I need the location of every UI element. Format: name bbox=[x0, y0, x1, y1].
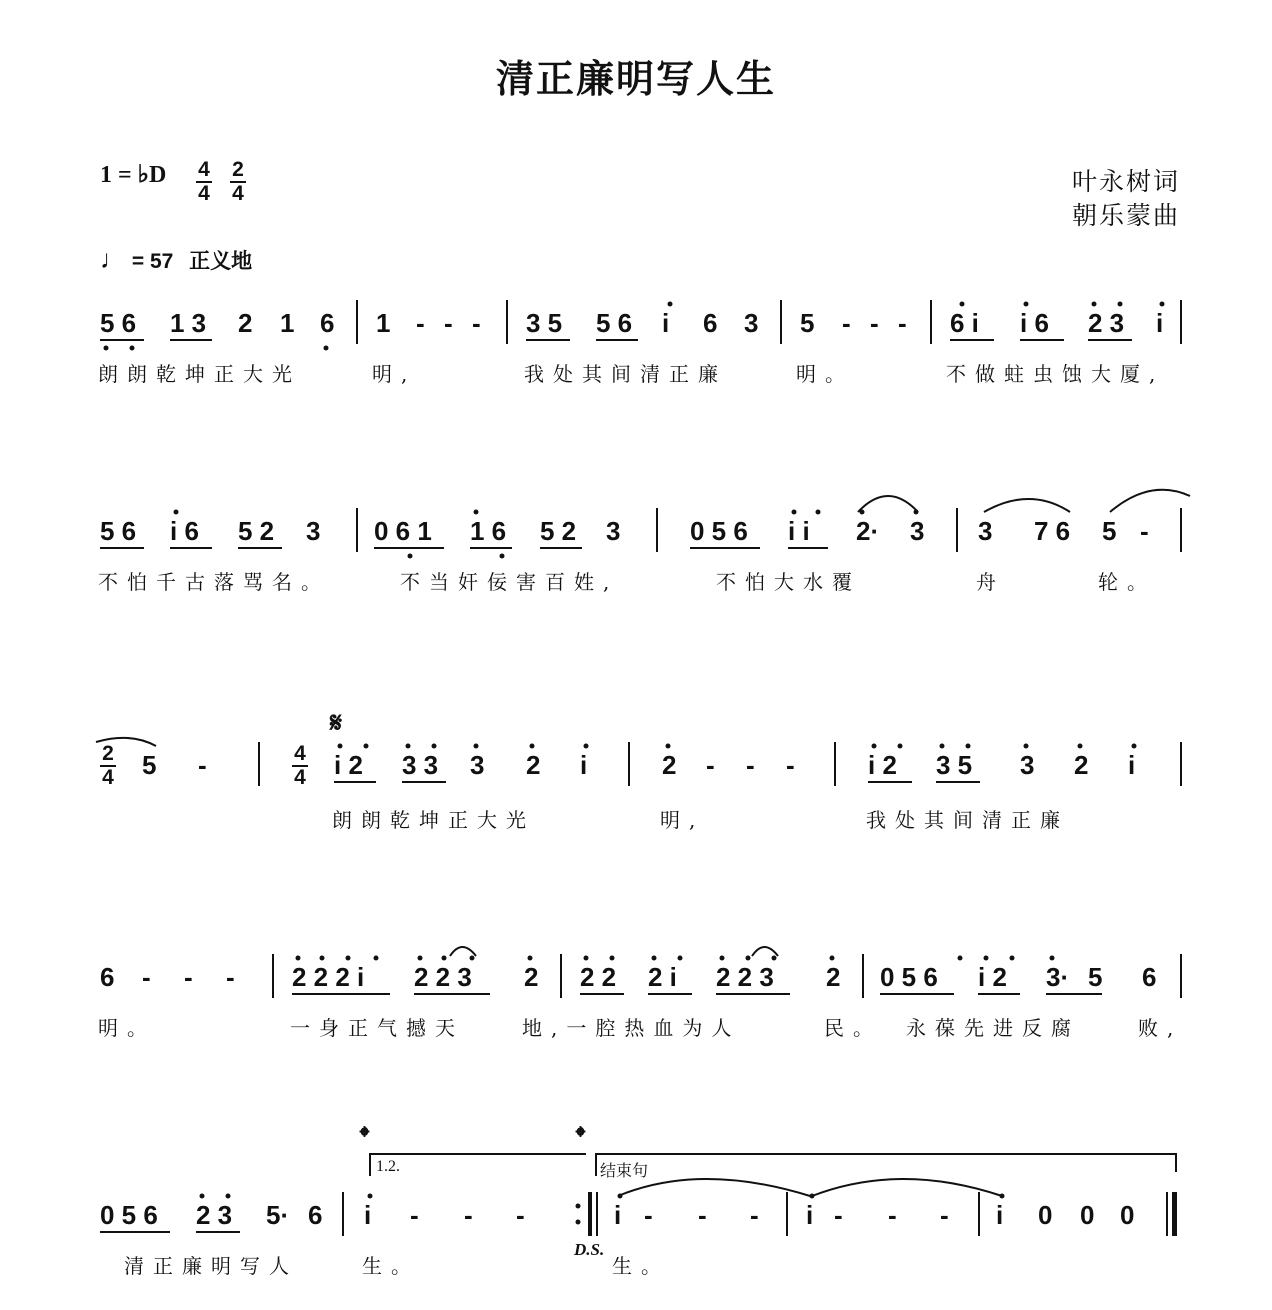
note: 2 i bbox=[648, 962, 677, 992]
quarter-note-icon: ♩ bbox=[100, 244, 126, 274]
lyric: 民。 bbox=[824, 1016, 882, 1040]
note: 2 bbox=[1074, 750, 1089, 780]
lyric: 永葆先进反腐 bbox=[906, 1016, 1080, 1040]
lyricist-credit: 叶永树词 bbox=[1071, 167, 1180, 196]
coda-icon: 𝄌 bbox=[576, 1122, 585, 1152]
time-signature-2-4: 2 4 bbox=[100, 744, 116, 788]
note: 6 bbox=[1142, 962, 1157, 992]
note: - bbox=[870, 308, 879, 338]
note: - bbox=[940, 1200, 949, 1230]
lyric: 地,一腔热血为人 bbox=[522, 1016, 741, 1040]
lyric: 舟 bbox=[976, 570, 1005, 594]
note: 2 bbox=[524, 962, 539, 992]
note: 0 5 6 bbox=[100, 1200, 158, 1230]
note: i bbox=[580, 750, 588, 780]
note: - bbox=[842, 308, 851, 338]
note: 5 2 bbox=[540, 516, 577, 546]
note: 5 6 bbox=[100, 308, 137, 338]
lyric: 明, bbox=[372, 362, 417, 386]
note: - bbox=[184, 962, 193, 992]
note: 6 bbox=[320, 308, 335, 338]
lyric: 朗朗乾坤正大光 bbox=[332, 808, 535, 832]
note: - bbox=[464, 1200, 473, 1230]
note: 2 bbox=[826, 962, 841, 992]
note: 5 bbox=[1088, 962, 1103, 992]
note: 3 5 bbox=[526, 308, 563, 338]
note: - bbox=[706, 750, 715, 780]
segno-icon: 𝄋 bbox=[330, 706, 343, 739]
note: 5 6 bbox=[100, 516, 137, 546]
note: 6 bbox=[308, 1200, 323, 1230]
note: i bbox=[1128, 750, 1136, 780]
note: i 6 bbox=[1020, 308, 1049, 338]
note: 3· bbox=[1046, 962, 1070, 992]
note: 3 bbox=[744, 308, 759, 338]
note: - bbox=[198, 750, 207, 780]
note: - bbox=[226, 962, 235, 992]
note: 2 bbox=[662, 750, 677, 780]
note: - bbox=[1140, 516, 1149, 546]
note: 2 2 bbox=[580, 962, 617, 992]
note: 2 2 2 i bbox=[292, 962, 365, 992]
note: - bbox=[834, 1200, 843, 1230]
composer-credit: 朝乐蒙曲 bbox=[1071, 201, 1180, 230]
ds-marker: D.S. bbox=[574, 1240, 605, 1259]
note: 3 3 bbox=[402, 750, 439, 780]
note: i bbox=[996, 1200, 1004, 1230]
note: 0 bbox=[1038, 1200, 1053, 1230]
note: 5 bbox=[800, 308, 815, 338]
note: 2· bbox=[856, 516, 880, 546]
expression-mark: 正义地 bbox=[189, 250, 253, 273]
note: 2 3 bbox=[196, 1200, 233, 1230]
note: - bbox=[142, 962, 151, 992]
lyric: 不做蛀虫蚀大厦, bbox=[946, 362, 1165, 386]
time-signature-4-4: 4 4 bbox=[196, 160, 212, 204]
note: i 6 bbox=[170, 516, 199, 546]
lyric: 轮。 bbox=[1098, 570, 1156, 594]
lyric: 不怕大水覆 bbox=[716, 570, 861, 594]
note: - bbox=[888, 1200, 897, 1230]
note: - bbox=[410, 1200, 419, 1230]
note: 5 2 bbox=[238, 516, 275, 546]
lyric: 明。 bbox=[796, 362, 854, 386]
note: i i bbox=[788, 516, 810, 546]
note: i bbox=[662, 308, 670, 338]
lyric: 我处其间清正廉 bbox=[524, 362, 727, 386]
note: 6 bbox=[100, 962, 115, 992]
note: 1 bbox=[376, 308, 391, 338]
note: 6 i bbox=[950, 308, 979, 338]
note: - bbox=[444, 308, 453, 338]
time-signature-4-4: 4 4 bbox=[292, 744, 308, 788]
note: 1 3 bbox=[170, 308, 207, 338]
note: - bbox=[898, 308, 907, 338]
note: 3 bbox=[470, 750, 485, 780]
note: 2 3 bbox=[1088, 308, 1125, 338]
note: 3 bbox=[306, 516, 321, 546]
coda-icon: 𝄌 bbox=[360, 1122, 369, 1152]
note: i bbox=[364, 1200, 372, 1230]
note: 7 6 bbox=[1034, 516, 1071, 546]
note: - bbox=[472, 308, 481, 338]
note: 6 bbox=[703, 308, 718, 338]
lyric: 不怕千古落骂名。 bbox=[98, 570, 330, 594]
note: i bbox=[806, 1200, 814, 1230]
lyric: 一身正气撼天 bbox=[290, 1016, 464, 1040]
note: 0 bbox=[1120, 1200, 1135, 1230]
note: 5· bbox=[266, 1200, 290, 1230]
lyric: 明。 bbox=[98, 1016, 156, 1040]
note: 3 bbox=[978, 516, 993, 546]
lyric: 清正廉明写人 bbox=[124, 1254, 298, 1278]
note: 1 bbox=[280, 308, 295, 338]
time-signature-2-4: 2 4 bbox=[230, 160, 246, 204]
note: 5 bbox=[1102, 516, 1117, 546]
note: 3 bbox=[910, 516, 925, 546]
note: i bbox=[1156, 308, 1164, 338]
note: 2 bbox=[526, 750, 541, 780]
tempo-value: = 57 bbox=[131, 250, 174, 273]
note: 3 bbox=[606, 516, 621, 546]
note: 2 2 3 bbox=[716, 962, 774, 992]
note: 0 bbox=[1080, 1200, 1095, 1230]
song-title: 清正廉明写人生 bbox=[495, 56, 776, 101]
key-signature: 1 = ♭D bbox=[100, 162, 167, 188]
lyric: 生。 bbox=[362, 1254, 420, 1278]
note: - bbox=[786, 750, 795, 780]
note: i 2 bbox=[978, 962, 1007, 992]
note: - bbox=[416, 308, 425, 338]
lyric: 明, bbox=[660, 808, 705, 832]
lyric: 败, bbox=[1138, 1016, 1183, 1040]
note: - bbox=[698, 1200, 707, 1230]
note: 3 5 bbox=[936, 750, 973, 780]
note: 0 6 1 bbox=[374, 516, 432, 546]
note: 5 6 bbox=[596, 308, 633, 338]
note: - bbox=[750, 1200, 759, 1230]
note: 3 bbox=[1020, 750, 1035, 780]
note: i 2 bbox=[868, 750, 897, 780]
first-ending-label: 1.2. bbox=[376, 1158, 400, 1175]
note: 0 5 6 bbox=[880, 962, 938, 992]
lyric: 不当奸佞害百姓, bbox=[400, 570, 619, 594]
note: i bbox=[614, 1200, 622, 1230]
note: i 2 bbox=[334, 750, 363, 780]
note: - bbox=[644, 1200, 653, 1230]
note: - bbox=[746, 750, 755, 780]
lyric: 生。 bbox=[612, 1254, 670, 1278]
note: 1 6 bbox=[470, 516, 507, 546]
note: 2 bbox=[238, 308, 253, 338]
note: 0 5 6 bbox=[690, 516, 748, 546]
note: 5 bbox=[142, 750, 157, 780]
lyric: 朗朗乾坤正大光 bbox=[98, 362, 301, 386]
note: 2 2 3 bbox=[414, 962, 472, 992]
note: - bbox=[516, 1200, 525, 1230]
lyric: 我处其间清正廉 bbox=[866, 808, 1069, 832]
ending-label-final: 结束句 bbox=[600, 1161, 649, 1180]
